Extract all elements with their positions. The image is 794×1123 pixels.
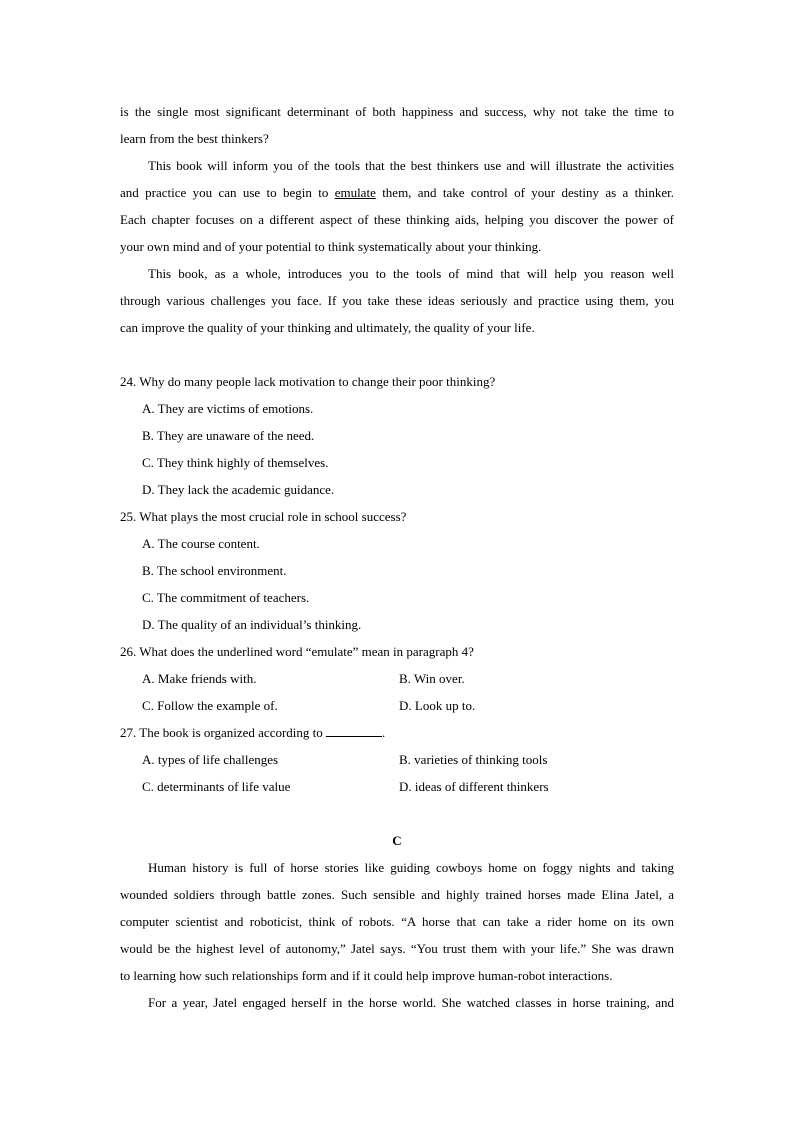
paragraph-line: wounded soldiers through battle zones. Such sensible and highly trained horses made Elina Jatel, a xyxy=(120,887,674,902)
answer-option[interactable]: C. determinants of life value xyxy=(142,779,291,794)
answer-option[interactable]: D. The quality of an individual’s thinking. xyxy=(142,617,362,632)
paragraph-line: computer scientist and roboticist, think of robots. “A horse that can take a rider home on its own xyxy=(120,914,674,929)
answer-option[interactable]: A. types of life challenges xyxy=(142,752,279,767)
text-segment: them, and take control of your destiny as a thinker. xyxy=(375,185,674,200)
paragraph-line: to learning how such relationships form and if it could help improve human-robot interactions. xyxy=(120,968,613,983)
answer-option[interactable]: B. The school environment. xyxy=(142,563,287,578)
underlined-word: emulate xyxy=(334,185,376,200)
paragraph-line: learn from the best thinkers? xyxy=(120,131,269,146)
answer-option[interactable]: B. Win over. xyxy=(399,671,465,686)
section-heading: C xyxy=(392,833,402,848)
option-row xyxy=(120,665,674,692)
spacer xyxy=(120,800,674,827)
answer-option[interactable]: A. They are victims of emotions. xyxy=(142,401,314,416)
answer-option[interactable]: A. The course content. xyxy=(142,536,260,551)
question-stem: 24. Why do many people lack motivation to change their poor thinking? xyxy=(120,374,496,389)
paragraph-line: your own mind and of your potential to think systematically about your thinking. xyxy=(120,239,542,254)
paragraph-line: This book will inform you of the tools that the best thinkers use and will illustrate the activities xyxy=(148,158,674,173)
paragraph-line: This book, as a whole, introduces you to the tools of mind that will help you reason well xyxy=(148,266,674,281)
spacer xyxy=(120,341,674,368)
paragraph-line: For a year, Jatel engaged herself in the horse world. She watched classes in horse training, and xyxy=(148,995,674,1010)
text-segment: . xyxy=(382,725,386,740)
answer-option[interactable]: D. They lack the academic guidance. xyxy=(142,482,335,497)
answer-option[interactable]: B. varieties of thinking tools xyxy=(399,752,548,767)
option-row xyxy=(120,773,674,800)
question-stem: 26. What does the underlined word “emulate” mean in paragraph 4? xyxy=(120,644,474,659)
answer-option[interactable]: C. Follow the example of. xyxy=(142,698,278,713)
text-segment: 27. The book is organized according to xyxy=(120,725,327,740)
answer-option[interactable]: C. The commitment of teachers. xyxy=(142,590,310,605)
paragraph-line: would be the highest level of autonomy,” Jatel says. “You trust them with your life.” She was drawn xyxy=(120,941,674,956)
paragraph-line xyxy=(120,179,674,206)
paragraph-line: through various challenges you face. If you take these ideas seriously and practice using them, you xyxy=(120,293,674,308)
question-stem: 25. What plays the most crucial role in school success? xyxy=(120,509,407,524)
answer-option[interactable]: A. Make friends with. xyxy=(142,671,257,686)
option-row xyxy=(120,746,674,773)
question-stem xyxy=(120,719,674,746)
text-segment: and practice you can use to begin to xyxy=(120,185,335,200)
answer-option[interactable]: C. They think highly of themselves. xyxy=(142,455,329,470)
answer-option[interactable]: B. They are unaware of the need. xyxy=(142,428,315,443)
answer-blank xyxy=(326,722,382,737)
option-row xyxy=(120,692,674,719)
answer-option[interactable]: D. ideas of different thinkers xyxy=(399,779,549,794)
paragraph-line: Human history is full of horse stories like guiding cowboys home on foggy nights and taking xyxy=(148,860,674,875)
paragraph-line: Each chapter focuses on a different aspect of these thinking aids, helping you discover the power of xyxy=(120,212,674,227)
paragraph-line: is the single most significant determinant of both happiness and success, why not take the time to xyxy=(120,104,674,119)
paragraph-line: can improve the quality of your thinking and ultimately, the quality of your life. xyxy=(120,320,535,335)
document-page xyxy=(120,98,674,1016)
answer-option[interactable]: D. Look up to. xyxy=(399,698,476,713)
